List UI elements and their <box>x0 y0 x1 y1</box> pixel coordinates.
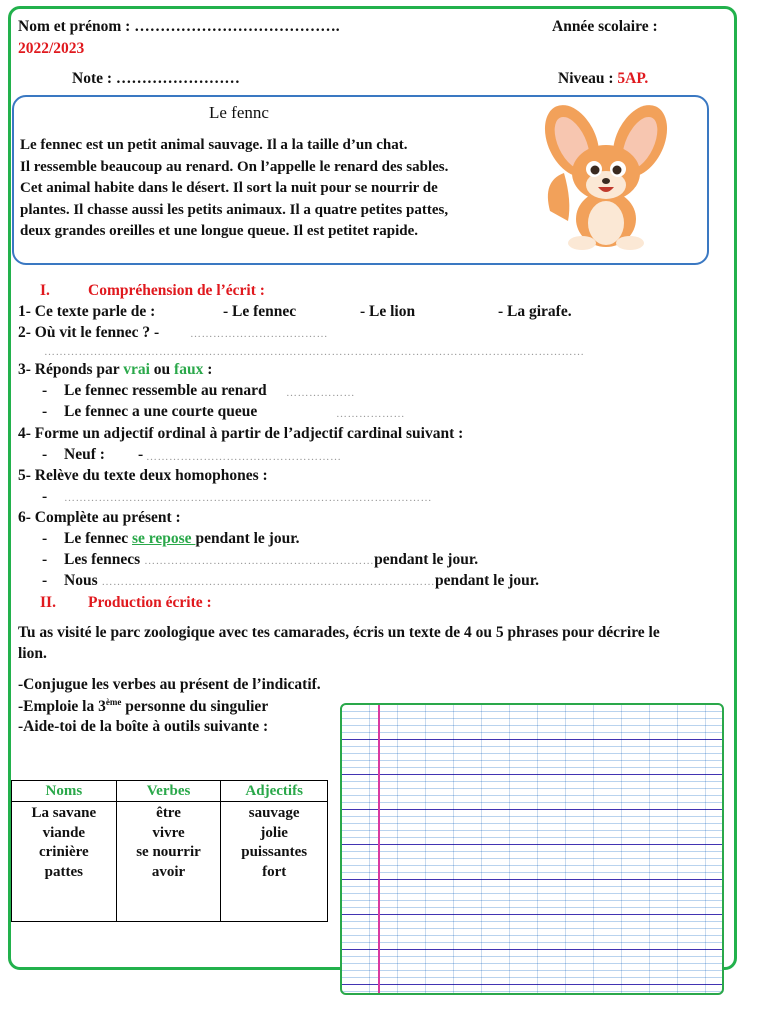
q3-answer-1[interactable]: ……………… <box>286 387 355 399</box>
section2-title: Production écrite : <box>88 594 212 611</box>
q2-label: 2- Où vit le fennec ? - <box>18 324 160 341</box>
toolbox-header-row <box>12 781 328 802</box>
name-field-label[interactable]: Nom et prénom : …………………………………. <box>18 18 340 35</box>
q1-label: 1- Ce texte parle de : <box>18 303 156 320</box>
bullet: - <box>42 551 48 568</box>
writing-area[interactable] <box>340 703 724 995</box>
list-item: sauvage <box>248 805 300 821</box>
q4-item: Neuf : <box>64 446 105 463</box>
list-item: La savane <box>31 805 97 821</box>
section2-number: II. <box>40 594 56 611</box>
text-line: plantes. Il chasse aussi les petits animaux. Il a quatre petites pattes, <box>20 201 449 218</box>
prompt-line-2: lion. <box>18 645 47 662</box>
text-line: Il ressemble beaucoup au renard. On l’appelle le renard des sables. <box>20 158 449 175</box>
list-item: être <box>156 805 181 821</box>
text-body <box>20 135 448 243</box>
section1-number: I. <box>40 282 50 299</box>
reading-text-box <box>12 95 709 265</box>
list-item: avoir <box>151 863 186 880</box>
school-year-value: 2022/2023 <box>18 40 85 57</box>
toolbox-table <box>11 780 328 922</box>
note-field-label[interactable]: Note : …………………… <box>72 70 240 87</box>
q1-option-fennec[interactable]: - Le fennec <box>223 303 297 320</box>
text-line: deux grandes oreilles et une longue queue. Il est petitet rapide. <box>20 223 419 239</box>
q6-label: 6- Complète au présent : <box>18 509 181 526</box>
bullet: - <box>42 446 48 463</box>
toolbox-header-noms: Noms <box>12 781 117 802</box>
q3-item-1: Le fennec ressemble au renard <box>64 382 267 399</box>
list-item: viande <box>42 824 86 841</box>
q4-answer[interactable]: …………………………………………… <box>146 451 342 463</box>
toolbox-body-row <box>12 802 328 922</box>
prompt-line-1: Tu as visité le parc zoologique avec tes camarades, écris un texte de 4 ou 5 phrases pour décrire le <box>18 624 660 641</box>
text-line: Cet animal habite dans le désert. Il sort la nuit pour se nourrir de <box>20 180 438 196</box>
fennec-fox-icon <box>542 101 670 253</box>
instruction-2 <box>18 697 268 716</box>
q5-label: 5- Relève du texte deux homophones : <box>18 467 268 484</box>
toolbox-header-adjectifs: Adjectifs <box>221 781 328 802</box>
list-item: crinière <box>38 844 89 860</box>
q6-line-3-end: pendant le jour. <box>434 572 540 589</box>
q2-answer-line-2[interactable]: …………………………………………………………………………………………………………………………… <box>44 346 585 358</box>
q3-colon: : <box>203 361 213 378</box>
q3-answer-2[interactable]: ……………… <box>336 408 405 420</box>
q6-example-answer: se repose <box>132 530 196 547</box>
q3-label-start: 3- Réponds par <box>18 361 124 378</box>
q6-line-2-end: pendant le jour. <box>374 551 479 568</box>
bullet: - <box>42 382 48 399</box>
list-item: se nourrir <box>136 844 201 860</box>
list-item: jolie <box>260 824 288 841</box>
toolbox-col-noms <box>12 802 117 922</box>
q3-label <box>18 361 212 379</box>
q1-option-lion[interactable]: - Le lion <box>360 303 416 320</box>
bullet: - <box>42 403 48 420</box>
text-title: Le fennc <box>209 103 269 122</box>
q6-line-2-start: Les fennecs <box>64 551 145 568</box>
q6-answer-2[interactable]: …………………………………………………… <box>144 555 375 567</box>
q4-dash: - <box>138 446 144 463</box>
bullet: - <box>42 488 48 505</box>
toolbox-header-verbes: Verbes <box>116 781 221 802</box>
q4-label: 4- Forme un adjectif ordinal à partir de l’adjectif cardinal suivant : <box>18 425 464 442</box>
q6-line-3 <box>64 572 539 590</box>
list-item: pattes <box>44 863 83 880</box>
q6-line-1-start: Le fennec <box>64 530 133 547</box>
q1-option-giraffe[interactable]: - La girafe. <box>498 303 572 320</box>
bullet: - <box>42 572 48 589</box>
instruction-1: -Conjugue les verbes au présent de l’indicatif. <box>18 676 321 693</box>
list-item: vivre <box>152 824 185 841</box>
instruction-3: -Aide-toi de la boîte à outils suivante : <box>18 718 269 735</box>
instruction-2-start: -Emploie la 3 <box>18 698 106 716</box>
q5-answer[interactable]: …………………………………………………………………………………… <box>64 492 432 504</box>
list-item: fort <box>262 863 287 880</box>
bullet: - <box>42 530 48 547</box>
text-line: Le fennec est un petit animal sauvage. Il a la taille d’un chat. <box>20 137 408 153</box>
q3-ou: ou <box>149 361 175 378</box>
q6-line-1 <box>64 530 300 548</box>
level-label: Niveau : <box>558 70 614 87</box>
q2-answer-line[interactable]: ……………………………… <box>190 328 328 340</box>
q6-line-2 <box>64 551 478 569</box>
toolbox-col-verbes <box>116 802 221 922</box>
school-year-label: Année scolaire : <box>552 18 658 35</box>
level-line <box>558 70 648 88</box>
instruction-2-sup: ème <box>105 697 122 707</box>
toolbox-col-adjectifs <box>221 802 328 922</box>
list-item: puissantes <box>241 844 308 860</box>
q3-vrai: vrai <box>123 361 150 378</box>
level-value: 5AP. <box>617 70 649 87</box>
q3-faux: faux <box>174 361 204 378</box>
section1-title: Compréhension de l’écrit : <box>88 282 265 299</box>
q6-line-1-end: pendant le jour. <box>195 530 300 547</box>
q6-line-3-start: Nous <box>64 572 102 589</box>
q6-answer-3[interactable]: …………………………………………………………………………… <box>101 576 435 588</box>
margin-line <box>378 705 380 993</box>
instruction-2-end: personne du singulier <box>121 698 269 716</box>
q3-item-2: Le fennec a une courte queue <box>64 403 258 420</box>
